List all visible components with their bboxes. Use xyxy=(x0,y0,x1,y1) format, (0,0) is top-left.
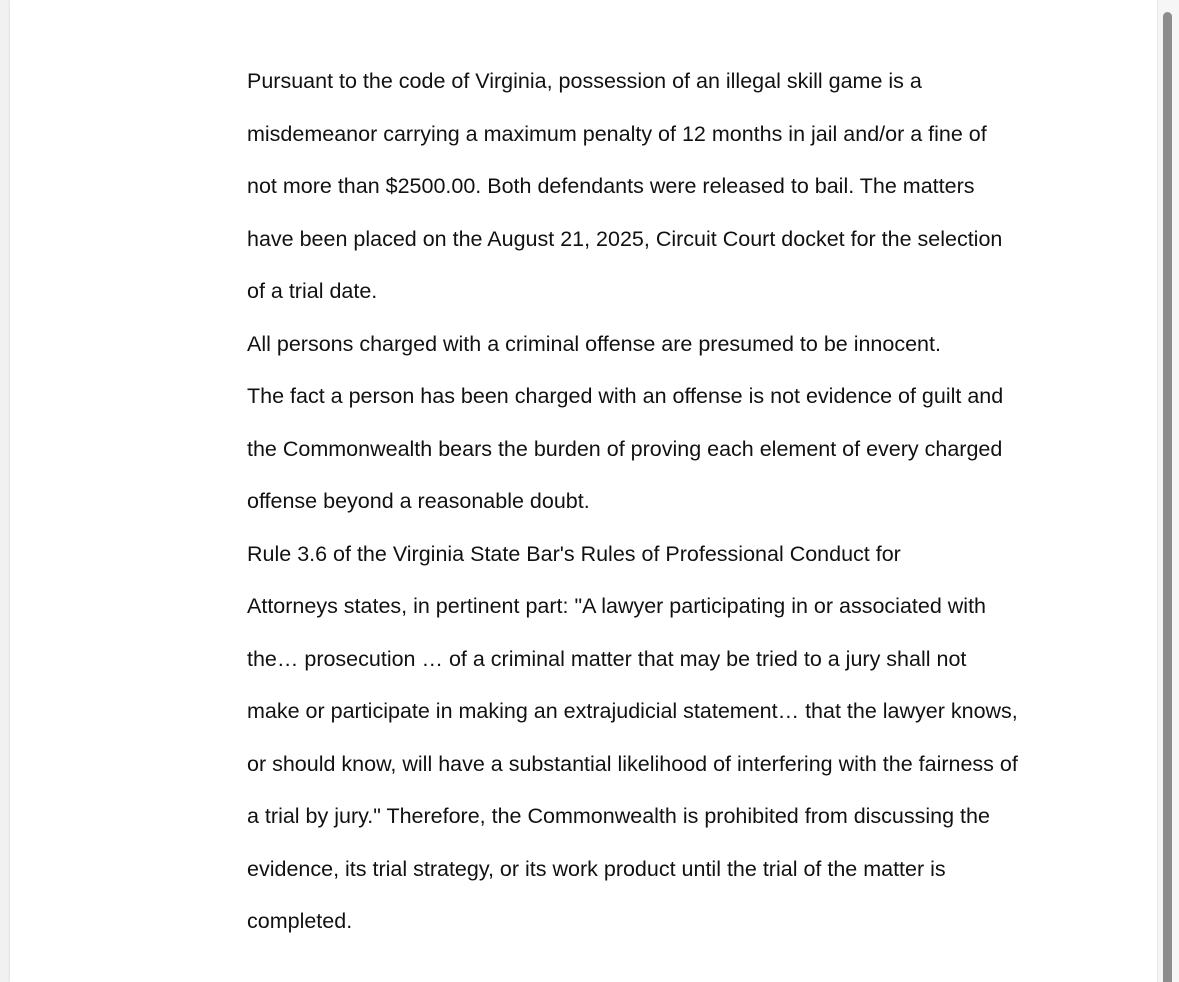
text-line: Rule 3.6 of the Virginia State Bar's Rules of Professional Conduct for xyxy=(247,541,901,566)
text-line: the Commonwealth bears the burden of proving each element of every charged xyxy=(247,436,1003,461)
text-line: completed. xyxy=(247,909,353,933)
document-body xyxy=(178,55,1048,948)
text-line: Attorneys states, in pertinent part: "A lawyer participating in or associated with xyxy=(247,594,986,618)
paragraph-penalty xyxy=(178,55,1048,318)
text-line: evidence, its trial strategy, or its work product until the trial of the matter is xyxy=(247,856,946,881)
paragraph-presumption-of-innocence xyxy=(178,318,1048,528)
text-line: offense beyond a reasonable doubt. xyxy=(247,489,590,513)
text-line: have been placed on the August 21, 2025, Circuit Court docket for the selection xyxy=(247,226,1003,251)
text-line: All persons charged with a criminal offense are presumed to be innocent. xyxy=(247,331,941,356)
text-line: of a trial date. xyxy=(247,279,378,303)
text-line: Pursuant to the code of Virginia, possession of an illegal skill game is a xyxy=(247,69,922,93)
text-line: the… prosecution … of a criminal matter that may be tried to a jury shall not xyxy=(247,646,967,671)
text-line: not more than $2500.00. Both defendants were released to bail. The matters xyxy=(247,174,975,198)
text-line: make or participate in making an extrajudicial statement… that the lawyer knows, xyxy=(247,699,1018,723)
text-line: misdemeanor carrying a maximum penalty of 12 months in jail and/or a fine of xyxy=(247,121,987,146)
vertical-scrollbar[interactable] xyxy=(1157,0,1179,982)
scrollbar-thumb[interactable] xyxy=(1163,12,1172,982)
document-page xyxy=(10,0,1158,982)
text-line: a trial by jury." Therefore, the Commonwealth is prohibited from discussing the xyxy=(247,804,990,828)
text-line: or should know, will have a substantial likelihood of interfering with the fairness of xyxy=(247,751,1018,776)
paragraph-rule-3-6 xyxy=(178,528,1048,948)
text-line: The fact a person has been charged with an offense is not evidence of guilt and xyxy=(247,384,1004,408)
